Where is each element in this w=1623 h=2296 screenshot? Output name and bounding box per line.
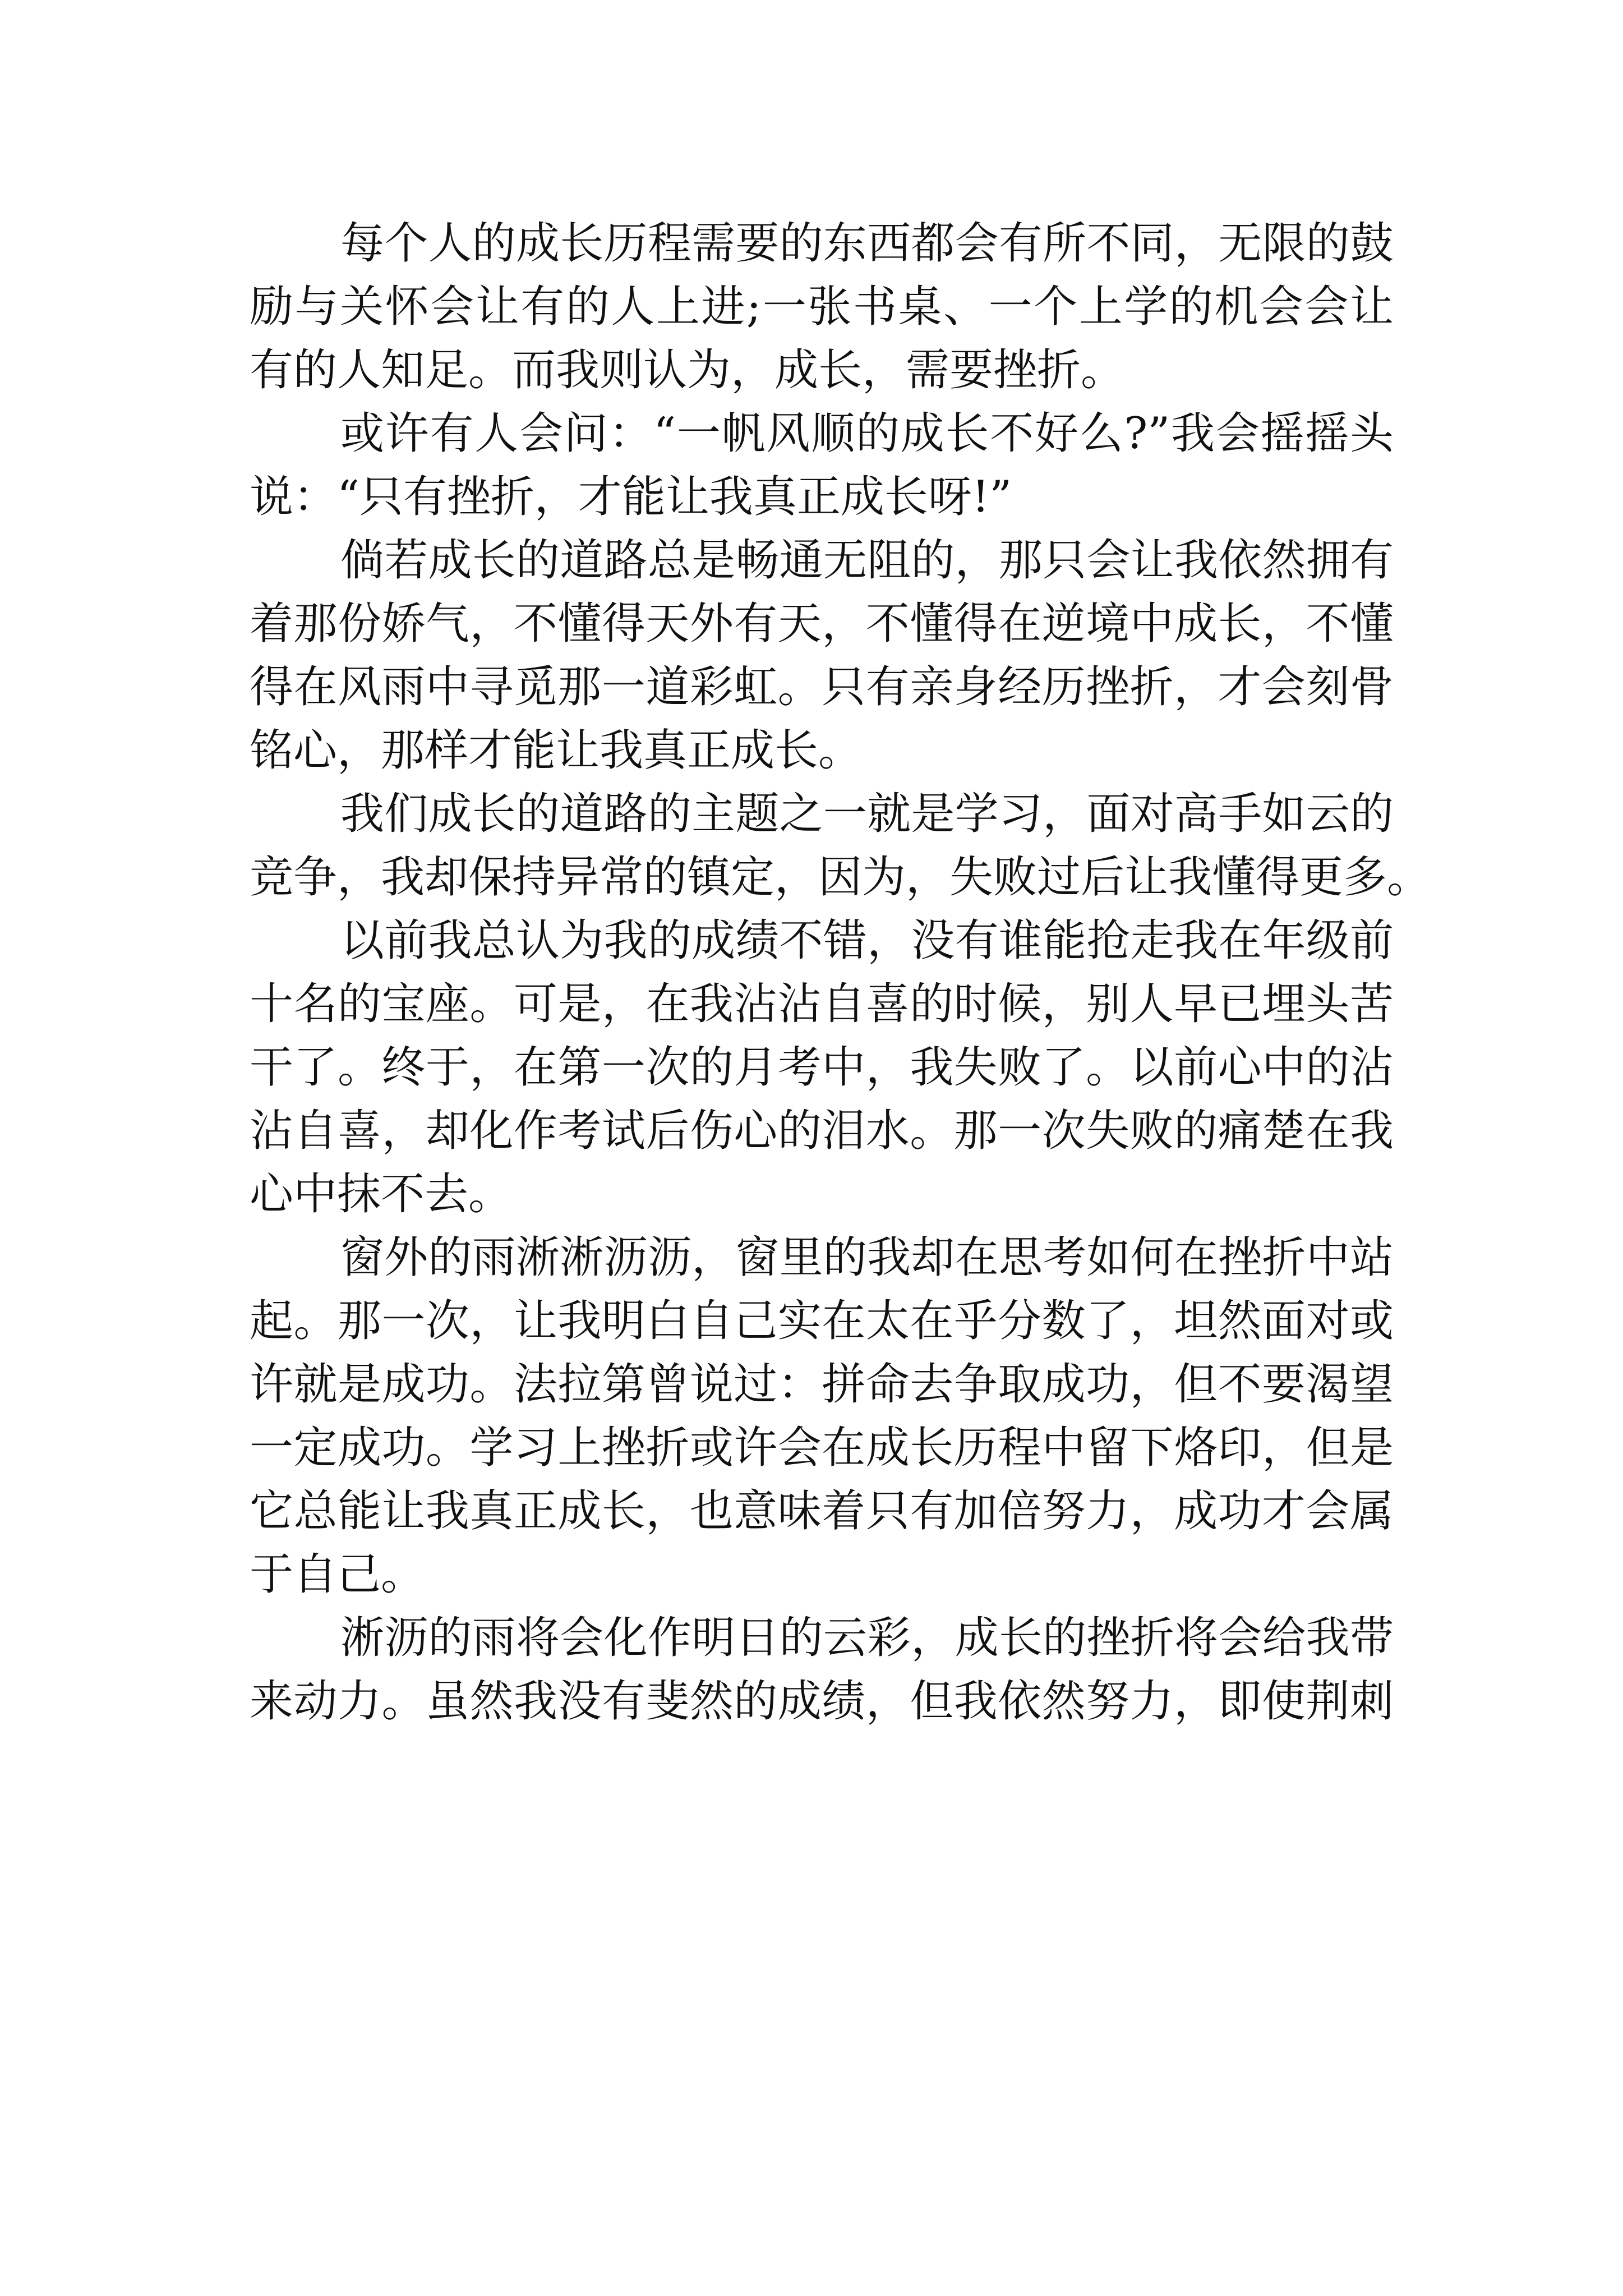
text-line: 得在风雨中寻觅那一道彩虹。只有亲身经历挫折，才会刻骨 [250,662,1394,712]
paragraph-6 [250,1226,1394,1607]
text-line: 它总能让我真正成长，也意味着只有加倍努力，成功才会属 [250,1486,1394,1536]
paragraph-1 [250,212,1394,402]
paragraph-5 [250,909,1394,1226]
text-line: 一定成功。学习上挫折或许会在成长历程中留下烙印，但是 [250,1423,1394,1473]
paragraph-4 [250,783,1431,909]
paragraph-7 [250,1607,1394,1733]
text-line: 竞争，我却保持异常的镇定，因为，失败过后让我懂得更多。 [250,852,1431,903]
text-line: 窗外的雨淅淅沥沥，窗里的我却在思考如何在挫折中站 [340,1232,1394,1283]
text-line: 心中抹不去。 [250,1169,513,1220]
text-line: 淅沥的雨将会化作明日的云彩，成长的挫折将会给我带 [340,1613,1394,1663]
text-line: 有的人知足。而我则认为，成长，需要挫折。 [250,345,1125,395]
text-line: 十名的宝座。可是，在我沾沾自喜的时候，别人早已埋头苦 [250,979,1394,1029]
text-line: 来动力。虽然我没有斐然的成绩，但我依然努力，即使荆刺 [250,1676,1394,1727]
text-line: 许就是成功。法拉第曾说过：拼命去争取成功，但不要渴望 [250,1359,1394,1410]
text-line: 以前我总认为我的成绩不错，没有谁能抢走我在年级前 [340,915,1394,966]
paragraph-3 [250,529,1394,783]
text-line: 干了。终于，在第一次的月考中，我失败了。以前心中的沾 [250,1042,1394,1093]
text-line: 于自己。 [250,1549,425,1600]
essay-body [250,212,1431,1733]
text-line: 或许有人会问：“一帆风顺的成长不好么?”我会摇摇头 [340,408,1394,459]
paragraph-2 [250,402,1394,529]
text-line: 我们成长的道路的主题之一就是学习，面对高手如云的 [340,789,1394,839]
text-line: 每个人的成长历程需要的东西都会有所不同，无限的鼓 [340,218,1394,269]
text-line: 起。那一次，让我明白自己实在太在乎分数了，坦然面对或 [250,1296,1394,1346]
text-line: 着那份娇气，不懂得天外有天，不懂得在逆境中成长，不懂 [250,599,1394,649]
text-line: 励与关怀会让有的人上进;一张书桌、一个上学的机会会让 [250,282,1394,332]
text-line: 铭心，那样才能让我真正成长。 [250,725,863,776]
text-line: 沾自喜，却化作考试后伤心的泪水。那一次失败的痛楚在我 [250,1106,1394,1156]
text-line: 说：“只有挫折，才能让我真正成长呀!” [250,472,1012,522]
text-line: 倘若成长的道路总是畅通无阻的，那只会让我依然拥有 [340,535,1394,586]
